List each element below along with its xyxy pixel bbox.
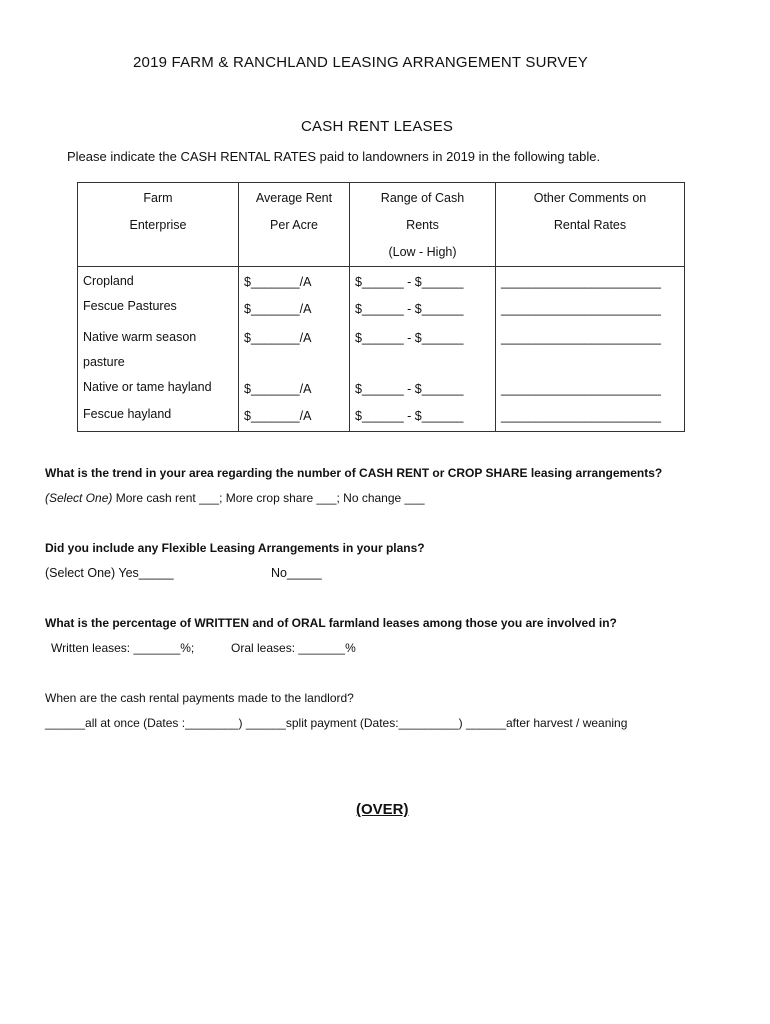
q1-options-line: [45, 491, 425, 505]
section-title: CASH RENT LEASES: [301, 118, 454, 135]
range-column: [350, 267, 496, 432]
row-labels: [78, 267, 239, 432]
avg-rent-fescue-hayland-field[interactable]: $_______/A: [244, 409, 312, 423]
cash-rent-table: [77, 182, 685, 432]
comment-fescue-hayland-field[interactable]: _______________________: [501, 409, 661, 423]
header-line: (Low - High): [388, 245, 457, 259]
range-native-hayland-field[interactable]: $______ - $______: [355, 382, 464, 396]
header-line: Per Acre: [270, 218, 318, 232]
q2-no-option[interactable]: No_____: [271, 566, 322, 580]
header-line: Rental Rates: [553, 218, 627, 232]
header-line: Other Comments on: [533, 191, 647, 205]
instructions: Please indicate the CASH RENTAL RATES paid to landowners in 2019 in the following table.: [67, 149, 601, 164]
header-range: [350, 183, 496, 267]
comment-fescue-pastures-field[interactable]: _______________________: [501, 302, 661, 316]
q3-question: What is the percentage of WRITTEN and of ORAL farmland leases among those you are involved in?: [45, 616, 617, 630]
header-line: Average Rent: [255, 191, 333, 205]
q3-oral-field[interactable]: Oral leases: _______%: [231, 641, 356, 655]
row-label-fescue-hayland: Fescue hayland: [83, 407, 172, 421]
q1-question: What is the trend in your area regarding the number of CASH RENT or CROP SHARE leasing arrangements?: [45, 466, 663, 480]
q4-question: When are the cash rental payments made to the landlord?: [45, 691, 354, 705]
header-farm-enterprise: [78, 183, 239, 267]
avg-rent-fescue-pastures-field[interactable]: $_______/A: [244, 302, 312, 316]
avg-rent-native-warm-field[interactable]: $_______/A: [244, 331, 312, 345]
q1-options[interactable]: More cash rent ___; More crop share ___; No change ___: [115, 491, 425, 505]
comment-native-hayland-field[interactable]: _______________________: [501, 382, 661, 396]
header-average-rent: [239, 183, 350, 267]
q3-written-field[interactable]: Written leases: _______%;: [51, 641, 195, 655]
header-line: Enterprise: [129, 218, 187, 232]
header-comments: [496, 183, 685, 267]
q1-select-one: (Select One): [45, 491, 113, 505]
q2-question: Did you include any Flexible Leasing Arrangements in your plans?: [45, 541, 425, 555]
comment-cropland-field[interactable]: _______________________: [501, 275, 661, 289]
header-line: Rents: [406, 218, 439, 232]
range-fescue-pastures-field[interactable]: $______ - $______: [355, 302, 464, 316]
header-line: Range of Cash: [380, 191, 465, 205]
range-fescue-hayland-field[interactable]: $______ - $______: [355, 409, 464, 423]
q2-yes-option[interactable]: (Select One) Yes_____: [45, 566, 174, 580]
row-label-native-warm: Native warm season: [83, 330, 197, 344]
avg-rent-column: [239, 267, 350, 432]
comments-column: [496, 267, 685, 432]
row-label-native-hayland: Native or tame hayland: [83, 380, 212, 394]
survey-title: 2019 FARM & RANCHLAND LEASING ARRANGEMENT SURVEY: [133, 54, 589, 71]
avg-rent-native-hayland-field[interactable]: $_______/A: [244, 382, 312, 396]
header-line: Farm: [143, 191, 173, 205]
avg-rent-cropland-field[interactable]: $_______/A: [244, 275, 312, 289]
comment-native-warm-field[interactable]: _______________________: [501, 331, 661, 345]
q4-options[interactable]: ______all at once (Dates :________) ______split payment (Dates:_________) ______after harvest / weaning: [45, 716, 628, 730]
row-label-pasture: pasture: [83, 355, 125, 369]
over-label: (OVER): [356, 801, 409, 818]
row-label-cropland: Cropland: [83, 274, 134, 288]
row-label-fescue-pastures: Fescue Pastures: [83, 299, 177, 313]
range-cropland-field[interactable]: $______ - $______: [355, 275, 464, 289]
range-native-warm-field[interactable]: $______ - $______: [355, 331, 464, 345]
